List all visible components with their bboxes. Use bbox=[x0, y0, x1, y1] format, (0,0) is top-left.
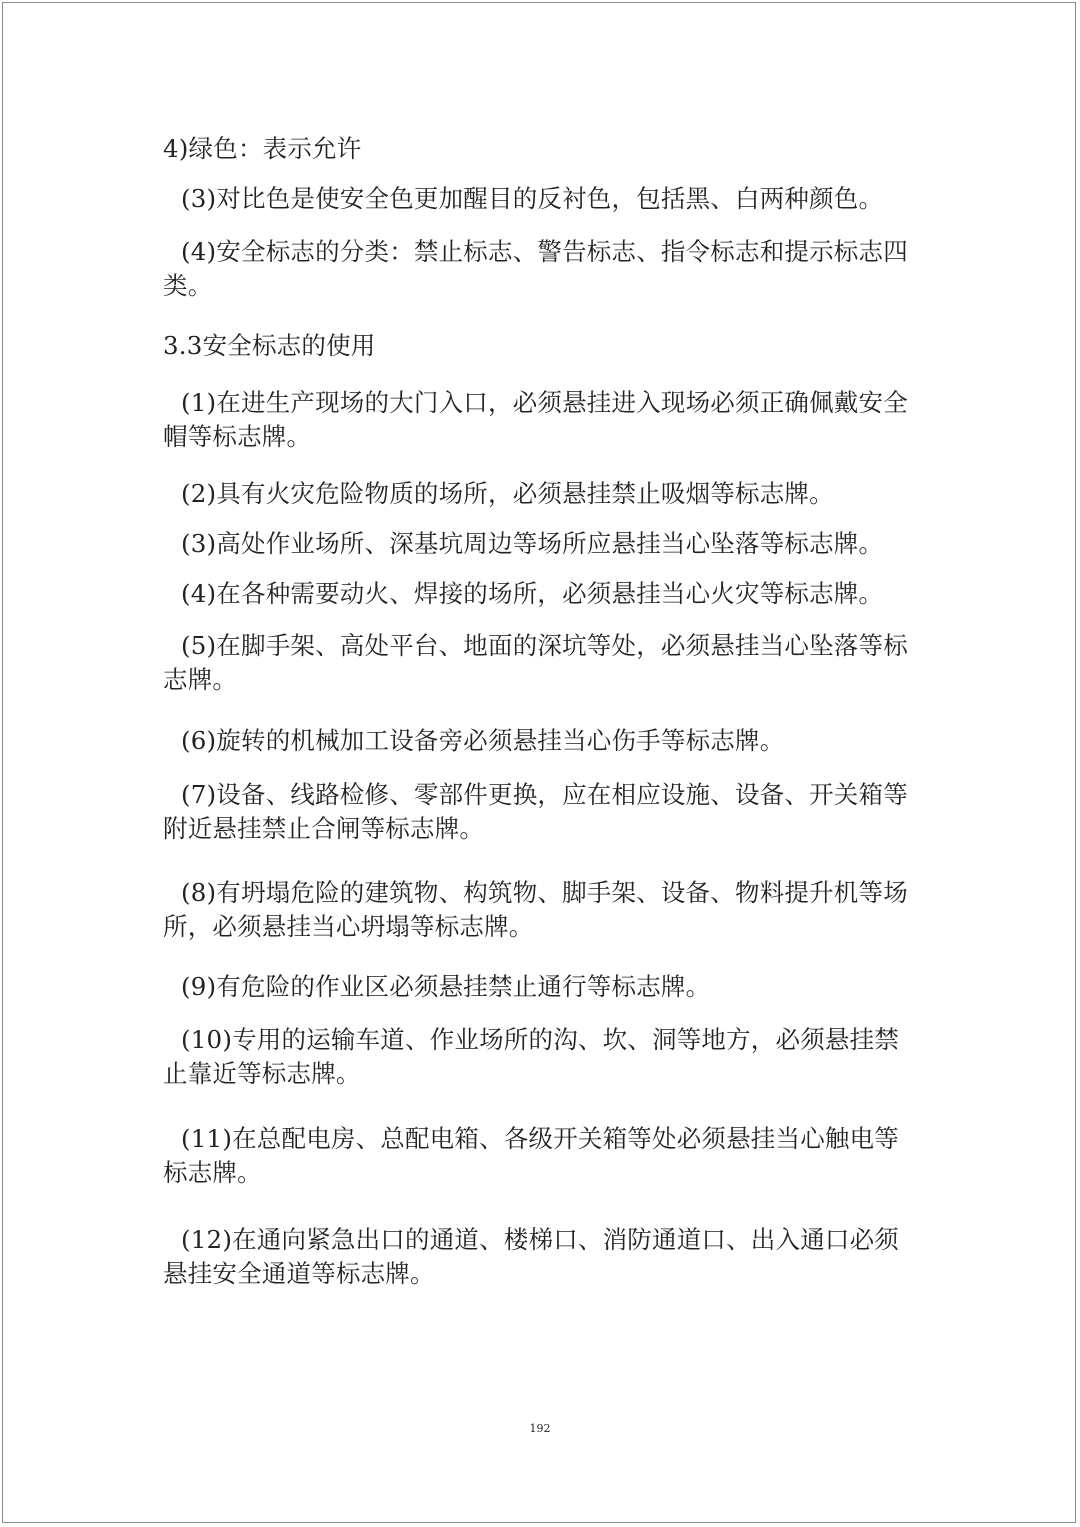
paragraph-contrast-color: (3)对比色是使安全色更加醒目的反衬色，包括黑、白两种颜色。 bbox=[181, 184, 884, 213]
section-heading-sign-usage: 3.3安全标志的使用 bbox=[163, 331, 376, 360]
paragraph-item-7: (7)设备、线路检修、零部件更换，应在相应设施、设备、开关箱等附近悬挂禁止合闸等标志牌。 bbox=[163, 780, 908, 843]
paragraph-item-10: (10)专用的运输车道、作业场所的沟、坎、洞等地方，必须悬挂禁止靠近等标志牌。 bbox=[163, 1025, 899, 1088]
paragraph-sign-categories: (4)安全标志的分类：禁止标志、警告标志、指令标志和提示标志四类。 bbox=[163, 237, 908, 300]
paragraph-item-8: (8)有坍塌危险的建筑物、构筑物、脚手架、设备、物料提升机等场所，必须悬挂当心坍塌等标志牌。 bbox=[163, 878, 908, 941]
paragraph-item-12: (12)在通向紧急出口的通道、楼梯口、消防通道口、出入通口必须悬挂安全通道等标志牌。 bbox=[163, 1225, 899, 1288]
paragraph-item-6: (6)旋转的机械加工设备旁必须悬挂当心伤手等标志牌。 bbox=[181, 726, 785, 755]
paragraph-item-11: (11)在总配电房、总配电箱、各级开关箱等处必须悬挂当心触电等标志牌。 bbox=[163, 1124, 899, 1187]
paragraph-item-2: (2)具有火灾危险物质的场所，必须悬挂禁止吸烟等标志牌。 bbox=[181, 479, 834, 508]
page-number: 192 bbox=[529, 1422, 551, 1435]
paragraph-item-9: (9)有危险的作业区必须悬挂禁止通行等标志牌。 bbox=[181, 972, 711, 1001]
paragraph-green-meaning: 4)绿色：表示允许 bbox=[163, 134, 362, 163]
paragraph-item-4: (4)在各种需要动火、焊接的场所，必须悬挂当心火灾等标志牌。 bbox=[181, 579, 884, 608]
paragraph-item-3: (3)高处作业场所、深基坑周边等场所应悬挂当心坠落等标志牌。 bbox=[181, 529, 884, 558]
paragraph-item-1: (1)在进生产现场的大门入口，必须悬挂进入现场必须正确佩戴安全帽等标志牌。 bbox=[163, 388, 908, 451]
document-page bbox=[2, 2, 1076, 1523]
paragraph-item-5: (5)在脚手架、高处平台、地面的深坑等处，必须悬挂当心坠落等标志牌。 bbox=[163, 631, 908, 694]
